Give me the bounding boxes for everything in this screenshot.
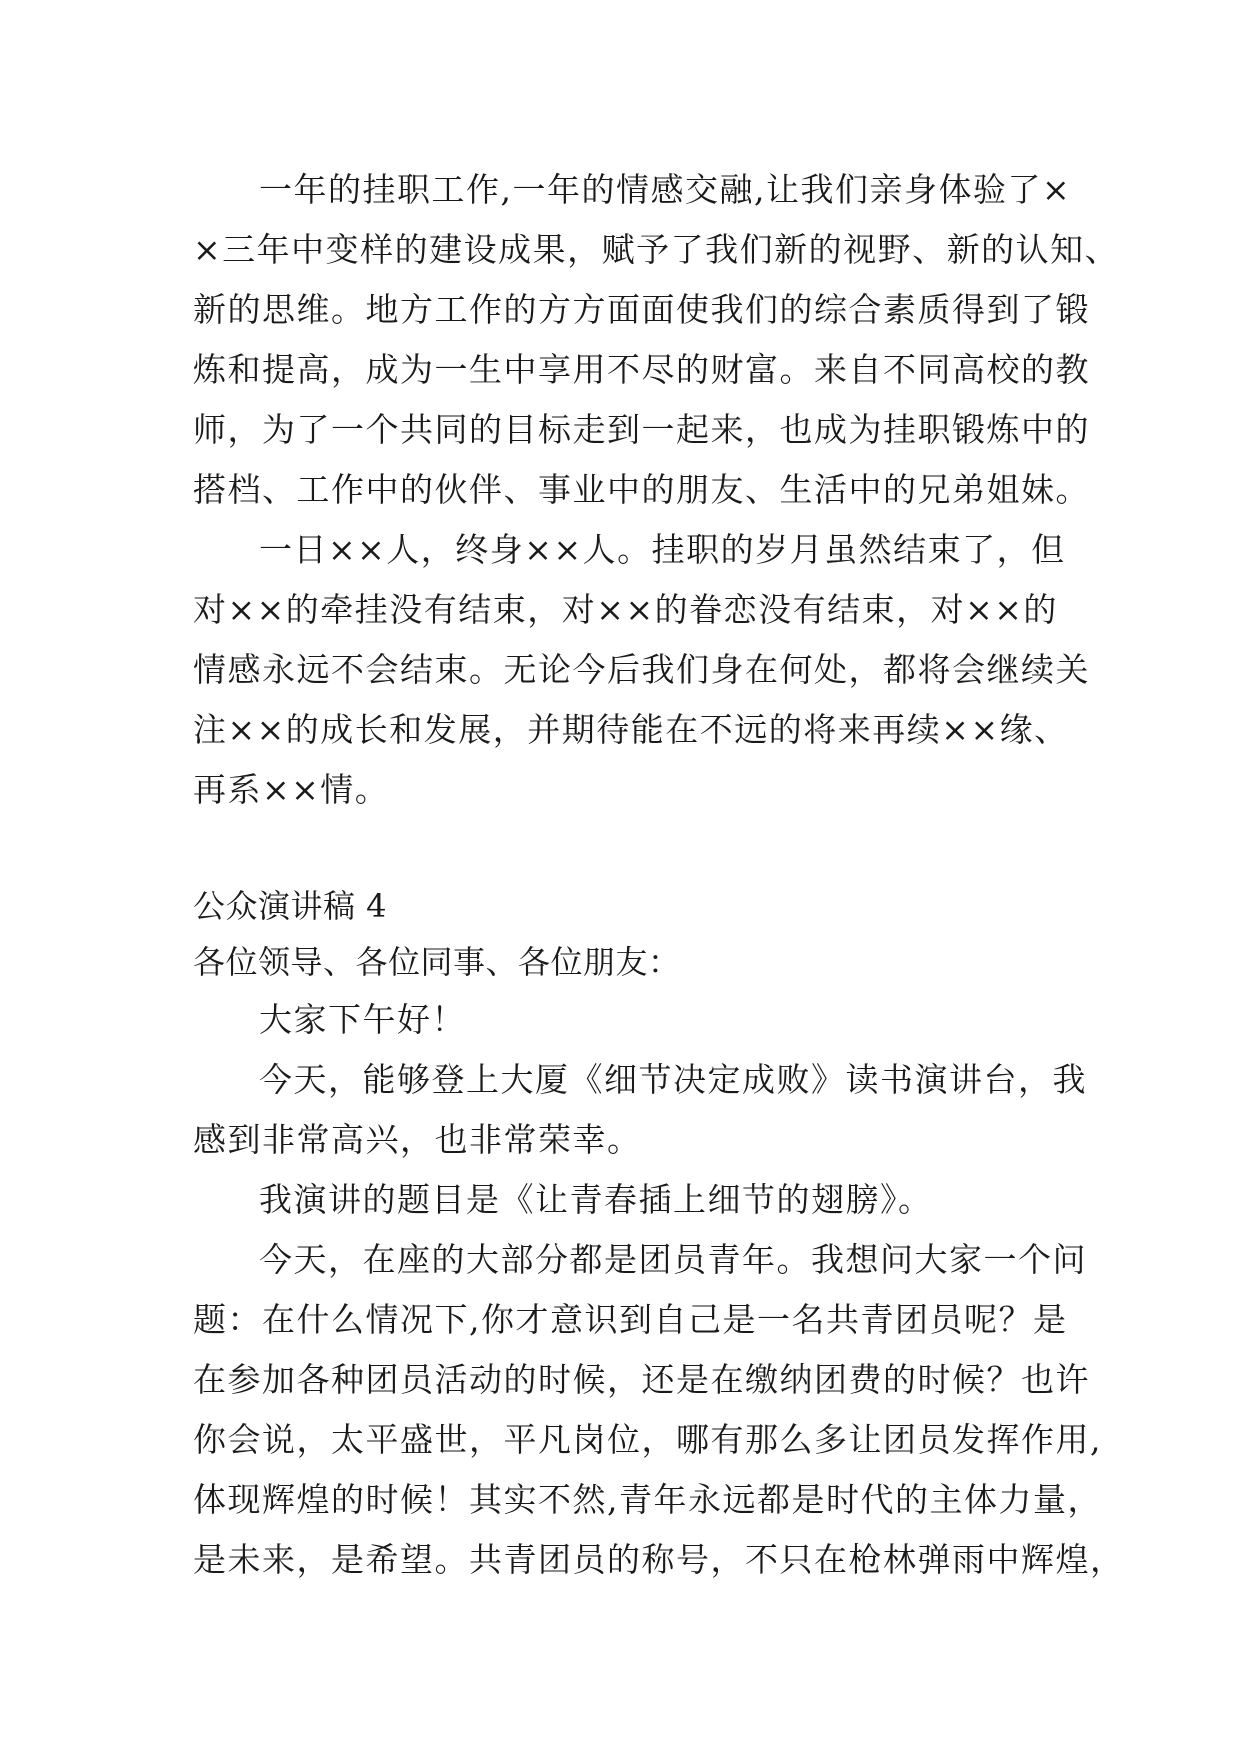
greeting: 大家下午好！ <box>259 1000 466 1039</box>
paragraph <box>193 1050 1087 1170</box>
text-line: 注××的成长和发展，并期待能在不远的将来再续××缘、 <box>193 710 1069 749</box>
text-line: 再系××情。 <box>193 770 390 809</box>
section-heading: 公众演讲稿 4 <box>193 887 388 925</box>
text-line: 我演讲的题目是《让青春插上细节的翅膀》。 <box>259 1180 933 1219</box>
section-spacer <box>193 820 1073 878</box>
text-line: 新的思维。地方工作的方方面面使我们的综合素质得到了锻 <box>193 290 1090 329</box>
salutation: 各位领导、各位同事、各位朋友： <box>193 943 681 981</box>
text-line: 今天，能够登上大厦《细节决定成败》读书演讲台，我 <box>259 1060 1087 1099</box>
text-line: 体现辉煌的时候！其实不然,青年永远都是时代的主体力量， <box>193 1480 1102 1519</box>
paragraph <box>193 520 1090 820</box>
document-body <box>193 160 1125 1590</box>
text-line: 在参加各种团员活动的时候，还是在缴纳团费的时候？也许 <box>193 1360 1090 1399</box>
text-line: 情感永远不会结束。无论今后我们身在何处，都将会继续关 <box>193 650 1090 689</box>
text-line: 一日××人，终身××人。挂职的岁月虽然结束了，但 <box>259 530 1066 569</box>
paragraph <box>193 160 1120 520</box>
text-line: 搭档、工作中的伙伴、事业中的朋友、生活中的兄弟姐妹。 <box>193 470 1090 509</box>
text-line: 是未来，是希望。共青团员的称号，不只在枪林弹雨中辉煌， <box>193 1540 1125 1579</box>
text-line: 师，为了一个共同的目标走到一起来，也成为挂职锻炼中的 <box>193 410 1090 449</box>
text-line: 炼和提高，成为一生中享用不尽的财富。来自不同高校的教 <box>193 350 1090 389</box>
text-line: 题：在什么情况下,你才意识到自己是一名共青团员呢？是 <box>193 1300 1068 1339</box>
paragraph <box>193 1170 1073 1230</box>
text-line: 感到非常高兴，也非常荣幸。 <box>193 1120 642 1159</box>
text-line: ×三年中变样的建设成果，赋予了我们新的视野、新的认知、 <box>193 230 1120 269</box>
text-line: 今天，在座的大部分都是团员青年。我想问大家一个问 <box>259 1240 1087 1279</box>
paragraph <box>193 1230 1125 1590</box>
text-line: 一年的挂职工作,一年的情感交融,让我们亲身体验了× <box>259 170 1072 209</box>
text-line: 对××的牵挂没有结束，对××的眷恋没有结束，对××的 <box>193 590 1058 629</box>
text-line: 你会说，太平盛世，平凡岗位，哪有那么多让团员发挥作用, <box>193 1420 1102 1459</box>
